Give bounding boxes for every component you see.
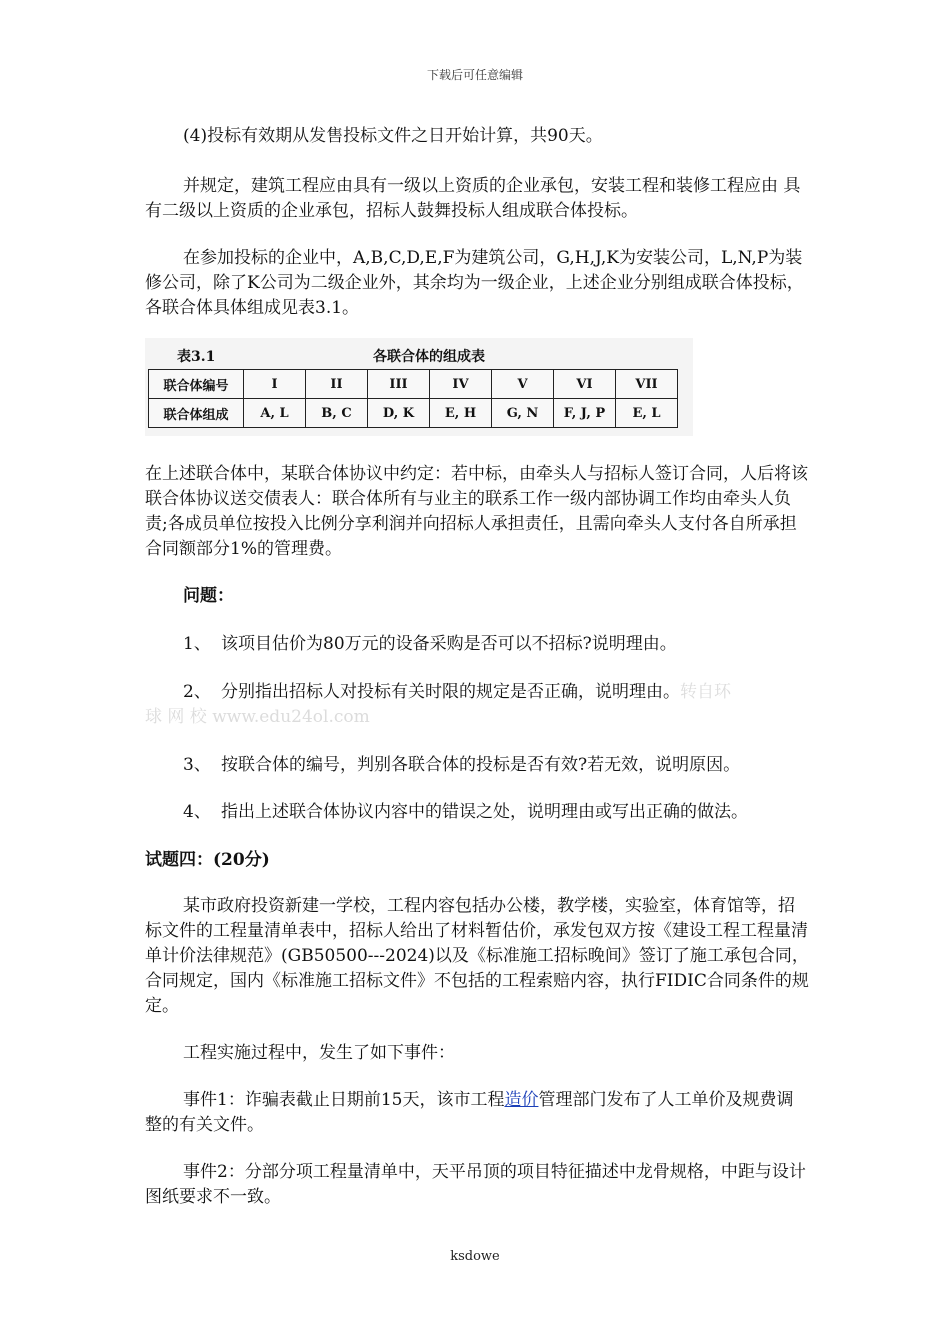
- table-caption: [145, 342, 693, 366]
- watermark-line: 球 网 校 www.edu24ol.com: [145, 707, 370, 727]
- paragraph-events-intro: 工程实施过程中，发生了如下事件：: [183, 1043, 455, 1063]
- table-cell: E, L: [616, 399, 678, 428]
- paragraph-qualification: 并规定，建筑工程应由具有一级以上资质的企业承包，安装工程和装修工程应由 具有二级以上资质的企业承包，招标人鼓舞投标人组成联合体投标。: [145, 176, 801, 221]
- table-cell: V: [492, 370, 554, 399]
- problem-heading: 问题：: [183, 586, 234, 606]
- consortium-table: [148, 369, 678, 428]
- event-1-text-end: 管理部门发布了人工单价及规费调整的有关文件。: [145, 1090, 794, 1135]
- question-2: [183, 680, 731, 705]
- row-header-members: 联合体组成: [149, 399, 244, 428]
- table-cell: E, H: [430, 399, 492, 428]
- question-1: [183, 632, 677, 657]
- table-cell: D, K: [368, 399, 430, 428]
- table-cell: A, L: [244, 399, 306, 428]
- table-cell: IV: [430, 370, 492, 399]
- table-cell: F, J, P: [554, 399, 616, 428]
- table-title: 各联合体的组成表: [373, 349, 485, 365]
- question-text: 分别指出招标人对投标有关时限的规定是否正确，说明理由。: [221, 682, 680, 702]
- question-text: 指出上述联合体协议内容中的错误之处，说明理由或写出正确的做法。: [221, 802, 748, 822]
- table-number: 表3.1: [177, 349, 216, 365]
- paragraph-event-2: 事件2：分部分项工程量清单中，天平吊顶的项目特征描述中龙骨规格，中距与设计图纸要求不一致。: [145, 1162, 806, 1207]
- cost-link[interactable]: 造价: [504, 1090, 539, 1110]
- table-cell: B, C: [306, 399, 368, 428]
- watermark-text: 转自环: [680, 682, 731, 702]
- question-text: 按联合体的编号，判别各联合体的投标是否有效?若无效，说明原因。: [221, 755, 741, 775]
- question-3: [183, 753, 740, 778]
- question-4: [183, 800, 748, 825]
- consortium-table-image: [145, 338, 693, 436]
- paragraph-project: 某市政府投资新建一学校，工程内容包括办公楼，教学楼，实验室，体育馆等，招标文件的工程量清单表中，招标人给出了材料暂估价，承发包双方按《建设工程工程量清单计价法律规范》(GB50500---2024)以及《标准施工招标晚间》签订了施工承包合同，合同规定，国内《标准施工招标文件》不包括的工程索赔内容，执行FIDIC合同条件的规定。: [145, 896, 809, 1016]
- table-cell: I: [244, 370, 306, 399]
- table-cell: III: [368, 370, 430, 399]
- table-cell: VII: [616, 370, 678, 399]
- question-number: 4、: [183, 802, 211, 822]
- page-footer: ksdowe: [450, 1249, 500, 1264]
- paragraph-validity: (4)投标有效期从发售投标文件之日开始计算，共90天。: [183, 126, 603, 146]
- section-heading: 试题四：(20分): [145, 850, 270, 870]
- table-cell: G, N: [492, 399, 554, 428]
- page-header: 下载后可任意编辑: [426, 68, 523, 82]
- paragraph-bidders: 在参加投标的企业中，A,B,C,D,E,F为建筑公司，G,H,J,K为安装公司，L,N,P为装修公司，除了K公司为二级企业外，其余均为一级企业，上述企业分别组成联合体投标，各联合体具体组成见表3.1。: [145, 248, 804, 318]
- question-number: 2、: [183, 682, 211, 702]
- table-cell: VI: [554, 370, 616, 399]
- question-number: 3、: [183, 755, 211, 775]
- paragraph-agreement: 在上述联合体中，某联合体协议中约定：若中标，由牵头人与招标人签订合同，人后将该联合体协议送交债表人：联合体所有与业主的联系工作一级内部协调工作均由牵头人负责;各成员单位按投入比例分享利润并向招标人承担责任，且需向牵头人支付各自所承担合同额部分1%的管理费。: [145, 464, 808, 559]
- row-header-ids: 联合体编号: [149, 370, 244, 399]
- table-cell: II: [306, 370, 368, 399]
- table-row-ids: [149, 370, 678, 399]
- event-1-text-start: 事件1：诈骗表截止日期前15天，该市工程: [183, 1090, 505, 1110]
- question-number: 1、: [183, 634, 211, 654]
- table-row-members: [149, 399, 678, 428]
- question-text: 该项目估价为80万元的设备采购是否可以不招标?说明理由。: [221, 634, 677, 654]
- paragraph-event-1: [145, 1088, 810, 1138]
